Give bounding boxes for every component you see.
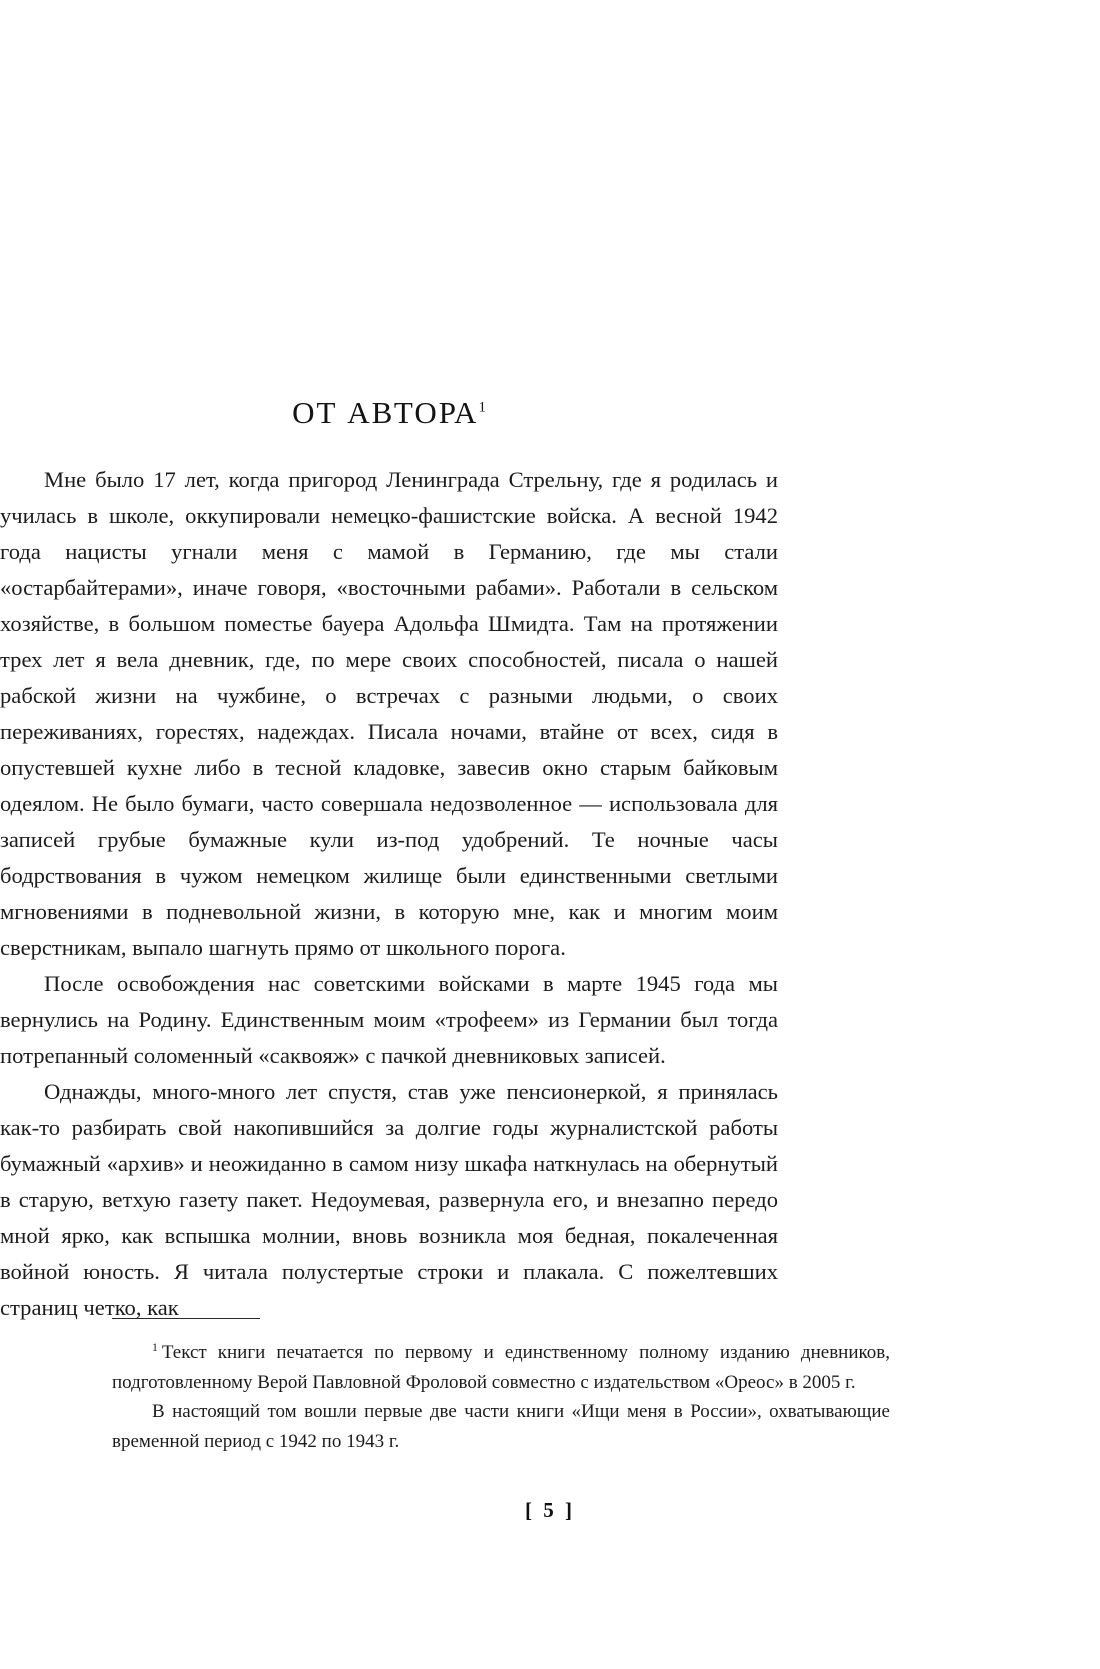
footnote-separator-rule: [112, 1318, 260, 1319]
paragraph: После освобождения нас советскими войсками в марте 1945 года мы вернулись на Родину. Единственным моим «трофеем» из Германии был тогда потрепанный соломенный «саквояж» с пачкой дневниковых записей.: [0, 971, 778, 1068]
footnote-block: [112, 1338, 890, 1456]
paragraph: Мне было 17 лет, когда пригород Ленинграда Стрельну, где я родилась и училась в школе, оккупировали немецко-фашистские войска. А весной 1942 года нацисты угнали меня с мамой в Германию, где мы стали «остарбайтерами», иначе говоря, «восточными рабами». Работали в сельском хозяйстве, в большом поместье бауера Адольфа Шмидта. Там на протяжении трех лет я вела дневник, где, по мере своих способностей, писала о нашей рабской жизни на чужбине, о встречах с разными людьми, о своих переживаниях, горестях, надеждах. Писала ночами, втайне от всех, сидя в опустевшей кухне либо в тесной кладовке, завесив окно старым байковым одеялом. Не было бумаги, часто совершала недозволенное — использовала для записей грубые бумажные кули из-под удобрений. Те ночные часы бодрствования в чужом немецком жилище были единственными светлыми мгновениями в подневольной жизни, в которую мне, как и многим моим сверстникам, выпало шагнуть прямо от школьного порога.: [0, 467, 778, 960]
footnote-text: В настоящий том вошли первые две части книги «Ищи меня в России», охватывающие временной период с 1942 по 1943 г.: [112, 1401, 890, 1452]
body-text: [0, 462, 778, 1326]
footnote-marker: 1: [152, 1340, 158, 1354]
title-footnote-marker: 1: [478, 399, 486, 416]
footnote-text: Текст книги печатается по первому и единственному полному изданию дневников, подготовленному Верой Павловной Фроловой совместно с издательством «Ореос» в 2005 г.: [112, 1342, 890, 1393]
page-title: [0, 395, 778, 431]
footnote-entry: [112, 1338, 890, 1397]
paragraph: Однажды, много-много лет спустя, став уже пенсионеркой, я принялась как-то разбирать свой накопившийся за долгие годы журналистской работы бумажный «архив» и неожиданно в самом низу шкафа наткнулась на обернутый в старую, ветхую газету пакет. Недоумевая, развернула его, и внезапно передо мной ярко, как вспышка молнии, вновь возникла моя бедная, покалеченная войной юность. Я читала полустертые строки и плакала. С пожелтевших страниц четко, как: [0, 1079, 778, 1320]
page-number: [ 5 ]: [525, 1498, 575, 1522]
page-title-text: ОТ АВТОРА: [292, 395, 479, 430]
footnote-entry: [112, 1397, 890, 1456]
